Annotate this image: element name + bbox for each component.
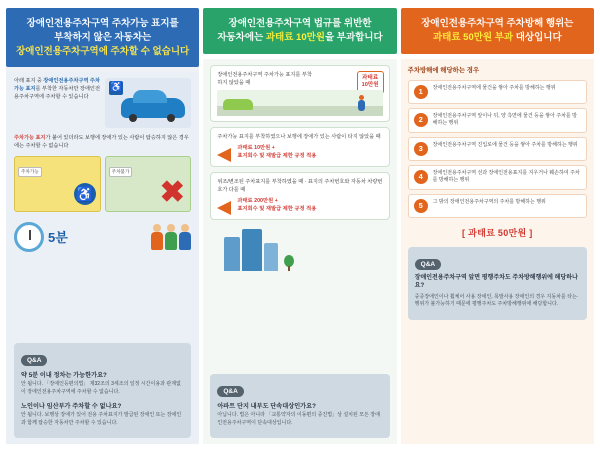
violation-panel-2-extra: 표지회수 및 재발급 제한 규정 적용 xyxy=(237,152,317,159)
middle-qa-answer: 아닙니다. 법은 아니라 「교통약자의 이동편의 증진법」상 설치된 모든 장애인전용주차구역이 단속대상입니다. xyxy=(217,412,380,426)
violation-panel-2 xyxy=(210,127,389,167)
middle-body xyxy=(203,59,396,444)
right-body xyxy=(401,59,594,444)
item-text: 장애인전용주차구역 진입로에 물건 등을 쌓아 주차를 방해하는 행위 xyxy=(432,141,578,148)
column-left xyxy=(6,8,199,444)
column-right xyxy=(401,8,594,444)
middle-qa-tag: Q&A xyxy=(217,386,243,397)
left-illustration-block xyxy=(14,78,191,130)
tree-icon xyxy=(284,255,294,271)
person-icon xyxy=(165,224,177,250)
cross-icon: ✖ xyxy=(159,175,185,209)
right-header-line1: 장애인전용주차구역 주차방해 행위는 xyxy=(421,18,574,29)
list-item xyxy=(408,194,587,218)
item-number: 1 xyxy=(414,85,428,99)
middle-header-fine: 과태료 10만원 xyxy=(265,31,325,43)
left-header xyxy=(6,8,199,67)
middle-qa-question: 아파트 단지 내부도 단속대상인가요? xyxy=(217,403,316,410)
right-header-line2-post: 대상입니다 xyxy=(513,31,562,43)
clock-minutes-label: 5분 xyxy=(48,230,68,246)
green-car-icon xyxy=(223,99,253,110)
middle-header-line1: 장애인전용주차구역 법규를 위반한 xyxy=(228,18,372,29)
item-number: 2 xyxy=(414,113,428,127)
violation-panel-3-fine: 과태료 200만원 + xyxy=(237,197,278,204)
middle-qa-box xyxy=(210,374,389,438)
building-icon xyxy=(224,237,240,271)
wheelchair-icon: ♿ xyxy=(110,82,123,94)
right-section-title: 주차방해에 해당하는 경우 xyxy=(407,66,480,74)
people-illustration xyxy=(151,224,191,250)
person-icon xyxy=(179,224,191,250)
permit-card-allowed-label: 주차가능 xyxy=(18,167,42,177)
item-text: 장애인전용주차구역에 물건을 쌓아 주차를 방해하는 행위 xyxy=(432,84,556,91)
left-header-line1: 장애인전용주차구역 주차가능 표지를 xyxy=(26,18,179,29)
blue-car-icon xyxy=(121,98,185,118)
violation-panel-2-callout xyxy=(217,145,382,161)
violation-panel-1-text: 장애인전용주차구역 주차가능 표지를 부착하지 않았을 때 xyxy=(217,71,312,86)
left-note-2 xyxy=(14,135,191,151)
building-icon xyxy=(242,229,262,271)
right-qa-box xyxy=(408,247,587,320)
violation-panel-3-text: 위조/변조된 주차표지를 부착하였을 때 · 표지의 주차번호와 자동차 차량번호가 다를 때 xyxy=(217,178,383,193)
list-item xyxy=(408,165,587,190)
left-qa-answer-2: 안 됩니다. 보행상 장애가 있어 전용 주차표지가 발급된 장애인 또는 장애인과 함께 탑승한 자동차만 주차할 수 있습니다. xyxy=(21,412,182,426)
item-text: 장애인전용주차구역 선과 장애인전용표지를 지우거나 훼손하여 주차를 방해하는 행위 xyxy=(432,169,580,184)
obstruction-list xyxy=(408,80,587,218)
violation-panel-2-fine: 과태료 10만원 + xyxy=(237,144,275,151)
right-qa-question: 장애인전용주차구역 앞면 평행주차도 주차방해행위에 해당하나요? xyxy=(414,274,578,290)
middle-header xyxy=(203,8,396,54)
left-note-1 xyxy=(14,78,101,101)
permit-card-denied xyxy=(105,156,192,212)
permit-card-denied-label: 주차불가 xyxy=(109,167,133,177)
left-note1-highlight: 장애인전용주차구역 주차가능 표지 xyxy=(14,78,100,93)
middle-header-line2-pre: 자동차에는 xyxy=(217,31,266,43)
violation-panel-1 xyxy=(210,65,389,122)
violation-panel-3-extra: 표지회수 및 재발급 제한 규정 적용 xyxy=(237,205,317,212)
violation-panel-2-text: 주차가능 표지를 부착하였으나 보행에 장애가 있는 사람이 타지 않았을 때 xyxy=(217,133,381,140)
left-qa-tag: Q&A xyxy=(21,355,47,366)
fine-badge-1-line1: 과태료 xyxy=(362,74,379,81)
violation-panel-3-callout xyxy=(217,198,382,214)
right-header-fine: 과태료 50만원 부과 xyxy=(433,31,514,43)
clock-icon xyxy=(14,222,44,252)
car-illustration xyxy=(105,78,191,128)
left-body xyxy=(6,72,199,444)
middle-header-line2-post: 을 부과합니다 xyxy=(324,31,383,43)
building-icon xyxy=(264,243,278,271)
item-number: 4 xyxy=(414,170,428,184)
left-note1-post: 를 부착한 자동차만 장애인전용주차구역에 주차할 수 있습니다 xyxy=(14,86,100,100)
list-item xyxy=(408,80,587,104)
item-number: 3 xyxy=(414,142,428,156)
left-qa-question-2: 노인이나 임산부가 주차할 수 없나요? xyxy=(21,403,122,410)
apartment-illustration xyxy=(210,227,389,271)
fine-badge-1-line2: 10만원 xyxy=(361,82,379,89)
item-text: 그 밖의 장애인전용주차구역의 주차를 방해하는 행위 xyxy=(432,198,546,205)
megaphone-icon xyxy=(217,198,233,212)
left-note1-pre: 아래 표지 중 xyxy=(14,78,44,85)
list-item xyxy=(408,137,587,161)
right-qa-answer: 중증장애인이나 휠체어 사용 장애인, 목발사용 장애인의 경우 지동차를 타는·행위가 불가능하기 때문에 평행주차도 주차방해행위에 해당합니다. xyxy=(414,293,579,308)
right-header xyxy=(401,8,594,54)
column-middle xyxy=(203,8,396,444)
permit-card-allowed xyxy=(14,156,101,212)
list-item xyxy=(408,108,587,133)
item-text: 장애인전용주차구역 앞이나 뒤, 양 측면에 물건 등을 쌓아 주차를 방해하는 행위 xyxy=(432,112,577,127)
left-qa-box xyxy=(14,343,191,438)
violation-panel-3 xyxy=(210,172,389,220)
left-qa-question-1: 약 5분 이내 정차는 가능한가요? xyxy=(21,372,107,379)
left-note2-post: 가 붙어 있더라도 보행에 장애가 있는 사람이 탑승하지 않은 경우에는 주차할 수 없습니다 xyxy=(14,135,189,150)
permit-cards xyxy=(14,156,191,212)
wheelchair-icon-allowed: ♿ xyxy=(74,183,96,205)
item-number: 5 xyxy=(414,199,428,213)
right-fine-banner: [ 과태료 50만원 ] xyxy=(462,227,533,238)
megaphone-icon xyxy=(217,145,233,159)
person-icon xyxy=(151,224,163,250)
violation-scene-1 xyxy=(217,90,382,116)
pedestrian-icon xyxy=(358,95,365,111)
left-note2-highlight: 주차가능 표지 xyxy=(14,135,46,142)
left-header-line3: 장애인전용주차구역에 주차할 수 없습니다 xyxy=(16,45,190,57)
left-qa-answer-1: 안 됩니다. 「장애인등편의법」 제32조의 3세조의 일정 시간이용과 관계없이 장애인전용주차구역에 주차할 수 없습니다. xyxy=(21,381,181,395)
right-qa-tag: Q&A xyxy=(415,259,441,270)
clock-illustration-block xyxy=(14,217,191,257)
left-header-line2: 부착하지 않은 자동차는 xyxy=(54,31,152,43)
